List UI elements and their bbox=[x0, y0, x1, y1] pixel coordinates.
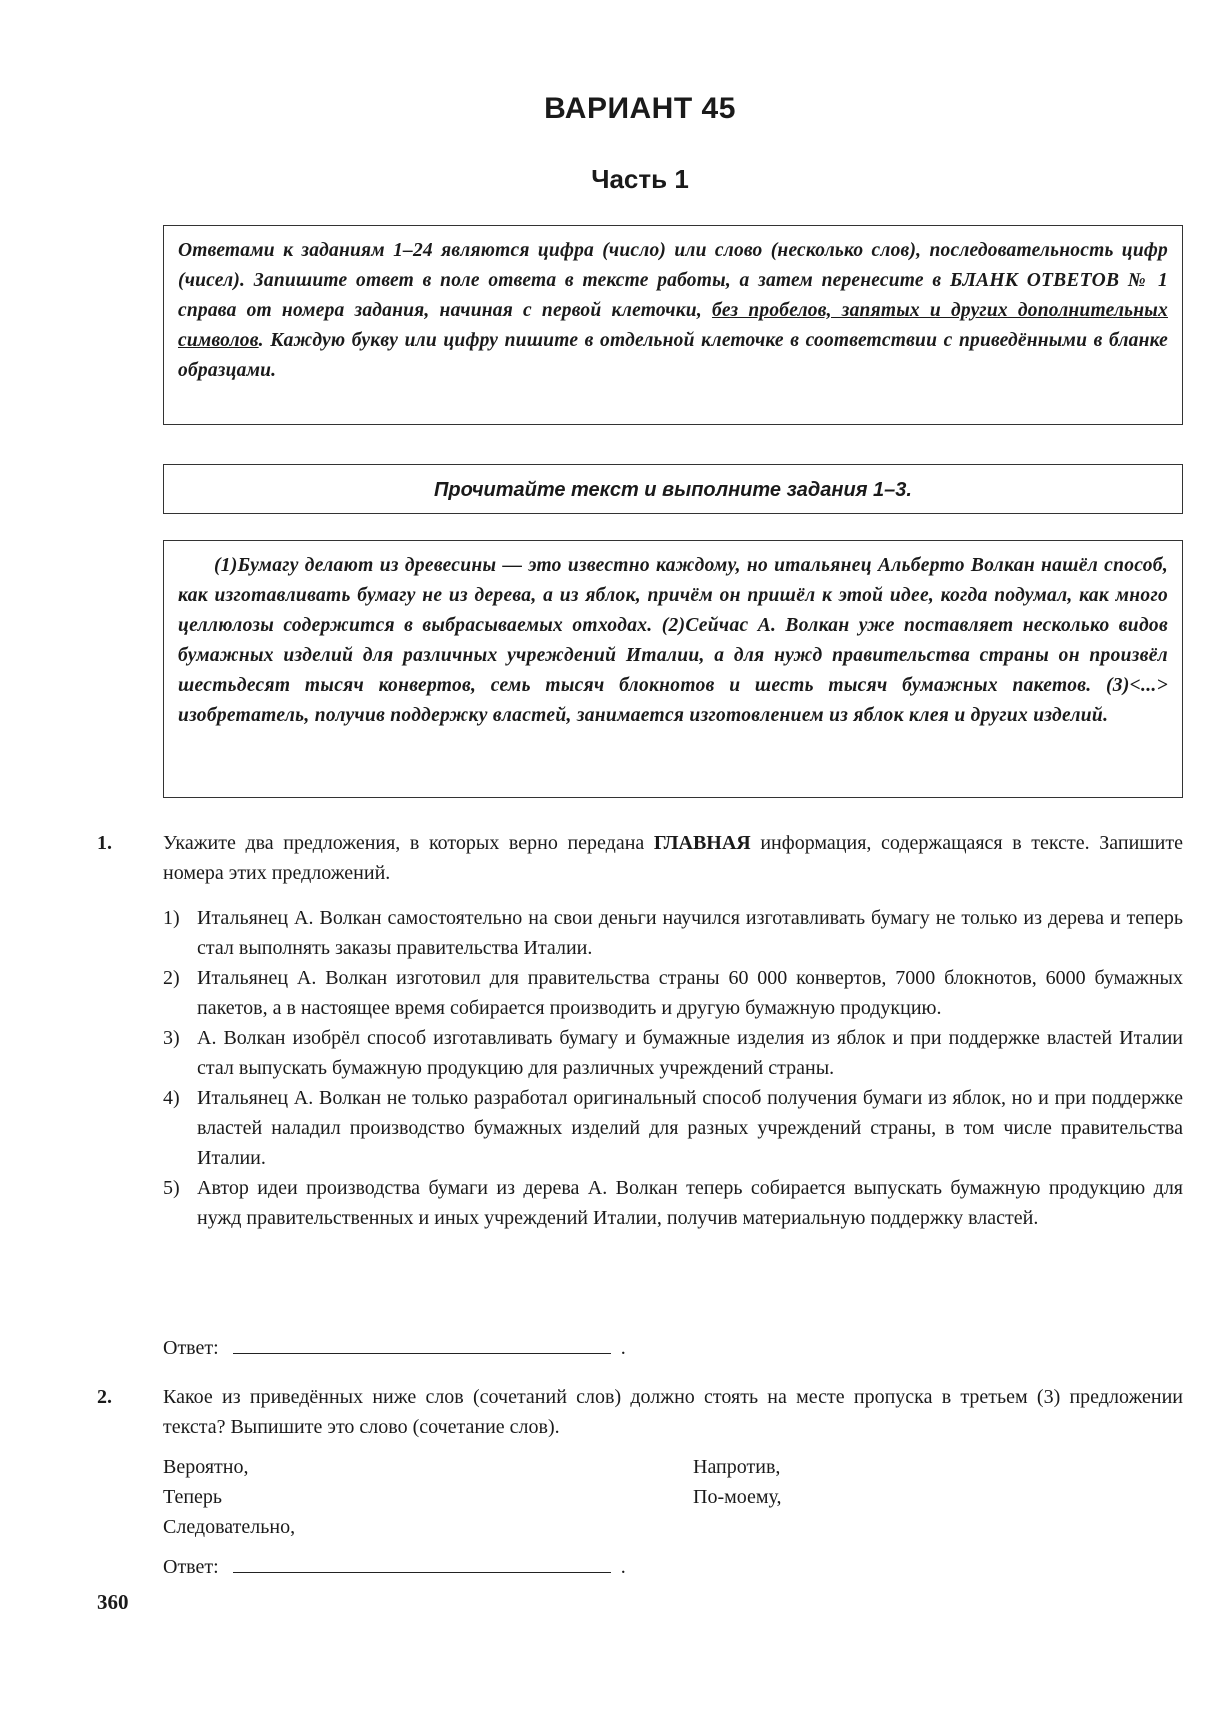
option-1-text: Итальянец А. Волкан самостоятельно на свои деньги научился изготавливать бумагу не только из дерева и теперь стал выполнять заказы правительства Италии. bbox=[197, 907, 1183, 959]
question-1-options bbox=[163, 903, 1183, 1233]
question-2 bbox=[97, 1382, 1183, 1582]
question-2-number: 2. bbox=[97, 1386, 112, 1408]
question-2-text: Какое из приведённых ниже слов (сочетаний слов) должно стоять на месте пропуска в третьем (3) предложении текста? Выпишите это слово (сочетание слов). bbox=[163, 1386, 1183, 1438]
option-3-number: 3) bbox=[163, 1027, 180, 1049]
read-task-box: Прочитайте текст и выполните задания 1–3. bbox=[163, 464, 1183, 514]
word-options bbox=[163, 1452, 1183, 1542]
answer-input-line[interactable] bbox=[233, 1335, 611, 1354]
answer-dot: . bbox=[620, 1337, 626, 1359]
word-option: Напротив, bbox=[693, 1456, 781, 1478]
option-4-text: Итальянец А. Волкан не только разработал оригинальный способ получения бумаги из яблок, но и при поддержке властей наладил производство бумажных изделий для разных учреждений страны, в том числе правительства Италии. bbox=[197, 1087, 1183, 1169]
question-1-number: 1. bbox=[97, 832, 112, 854]
question-1-answer bbox=[163, 1333, 626, 1363]
word-option: Следовательно, bbox=[163, 1516, 296, 1538]
option-4-number: 4) bbox=[163, 1087, 180, 1109]
word-option: Вероятно, bbox=[163, 1456, 249, 1478]
question-1-text bbox=[163, 828, 1183, 888]
option-1 bbox=[163, 903, 1183, 963]
part-title: Часть 1 bbox=[591, 164, 689, 194]
instructions-box bbox=[163, 225, 1183, 425]
reading-passage: (1)Бумагу делают из древесины — это известно каждому, но итальянец Альберто Волкан нашёл способ, как изготавливать бумагу не из дерева, а из яблок, причём он пришёл к этой идее, когда подумал, как много целлюлозы содержится в выбрасываемых отходах. (2)Сейчас А. Волкан уже поставляет несколько видов бумажных изделий для различных учреждений Италии, а для нужд правительства страны он произвёл шестьдесят тысяч конвертов, семь тысяч блокнотов и шесть тысяч бумажных пакетов. (3)<...> изобретатель, получив поддержку властей, занимается изготовлением из яблок клея и других изделий. bbox=[163, 540, 1183, 798]
instructions-text-end: . Каждую букву или цифру пишите в отдельной клеточке в соответствии с приведёнными в бланке образцами. bbox=[178, 330, 1168, 381]
word-options-left bbox=[163, 1452, 295, 1542]
option-5-number: 5) bbox=[163, 1177, 180, 1199]
option-1-number: 1) bbox=[163, 907, 180, 929]
question-1-text-end: информация, содержащаяся в тексте. Запишите номера этих предложений. bbox=[163, 832, 1183, 884]
variant-title: ВАРИАНТ 45 bbox=[544, 92, 736, 125]
instructions-underlined: без пробелов, запятых и других дополнительных символов bbox=[178, 300, 1168, 351]
option-2-text: Итальянец А. Волкан изготовил для правительства страны 60 000 конвертов, 7000 блокнотов, 6000 бумажных пакетов, а в настоящее время собирается производить и другую бумажную продукцию. bbox=[197, 967, 1183, 1019]
question-2-answer bbox=[163, 1552, 626, 1582]
answer-dot: . bbox=[620, 1556, 626, 1578]
word-options-right bbox=[693, 1452, 782, 1512]
option-3-text: А. Волкан изобрёл способ изготавливать бумагу и бумажные изделия из яблок и при поддержке властей Италии стал выпускать бумажную продукцию для различных учреждений страны. bbox=[197, 1027, 1183, 1079]
word-option: Теперь bbox=[163, 1486, 223, 1508]
option-2-number: 2) bbox=[163, 967, 180, 989]
answer-label: Ответ: bbox=[163, 1337, 219, 1359]
option-3 bbox=[163, 1023, 1183, 1083]
question-1-text-start: Укажите два предложения, в которых верно передана bbox=[163, 832, 654, 854]
instructions-text: Ответами к заданиям 1–24 являются цифра (число) или слово (несколько слов), последовательность цифр (чисел). Запишите ответ в поле ответа в тексте работы, а затем перенесите в БЛАНК ОТВЕТОВ № 1 справа от номера задания, начиная с первой клеточки, bbox=[178, 240, 1168, 321]
question-1 bbox=[97, 828, 1183, 1388]
option-5 bbox=[163, 1173, 1183, 1233]
answer-input-line[interactable] bbox=[233, 1554, 611, 1573]
page-number: 360 bbox=[97, 1590, 129, 1614]
word-option: По-моему, bbox=[693, 1486, 782, 1508]
question-1-text-emphasis: ГЛАВНАЯ bbox=[653, 832, 751, 854]
option-2 bbox=[163, 963, 1183, 1023]
option-4 bbox=[163, 1083, 1183, 1173]
answer-label: Ответ: bbox=[163, 1556, 219, 1578]
option-5-text: Автор идеи производства бумаги из дерева А. Волкан теперь собирается выпускать бумажную продукцию для нужд правительственных и иных учреждений Италии, получив материальную поддержку властей. bbox=[197, 1177, 1183, 1229]
